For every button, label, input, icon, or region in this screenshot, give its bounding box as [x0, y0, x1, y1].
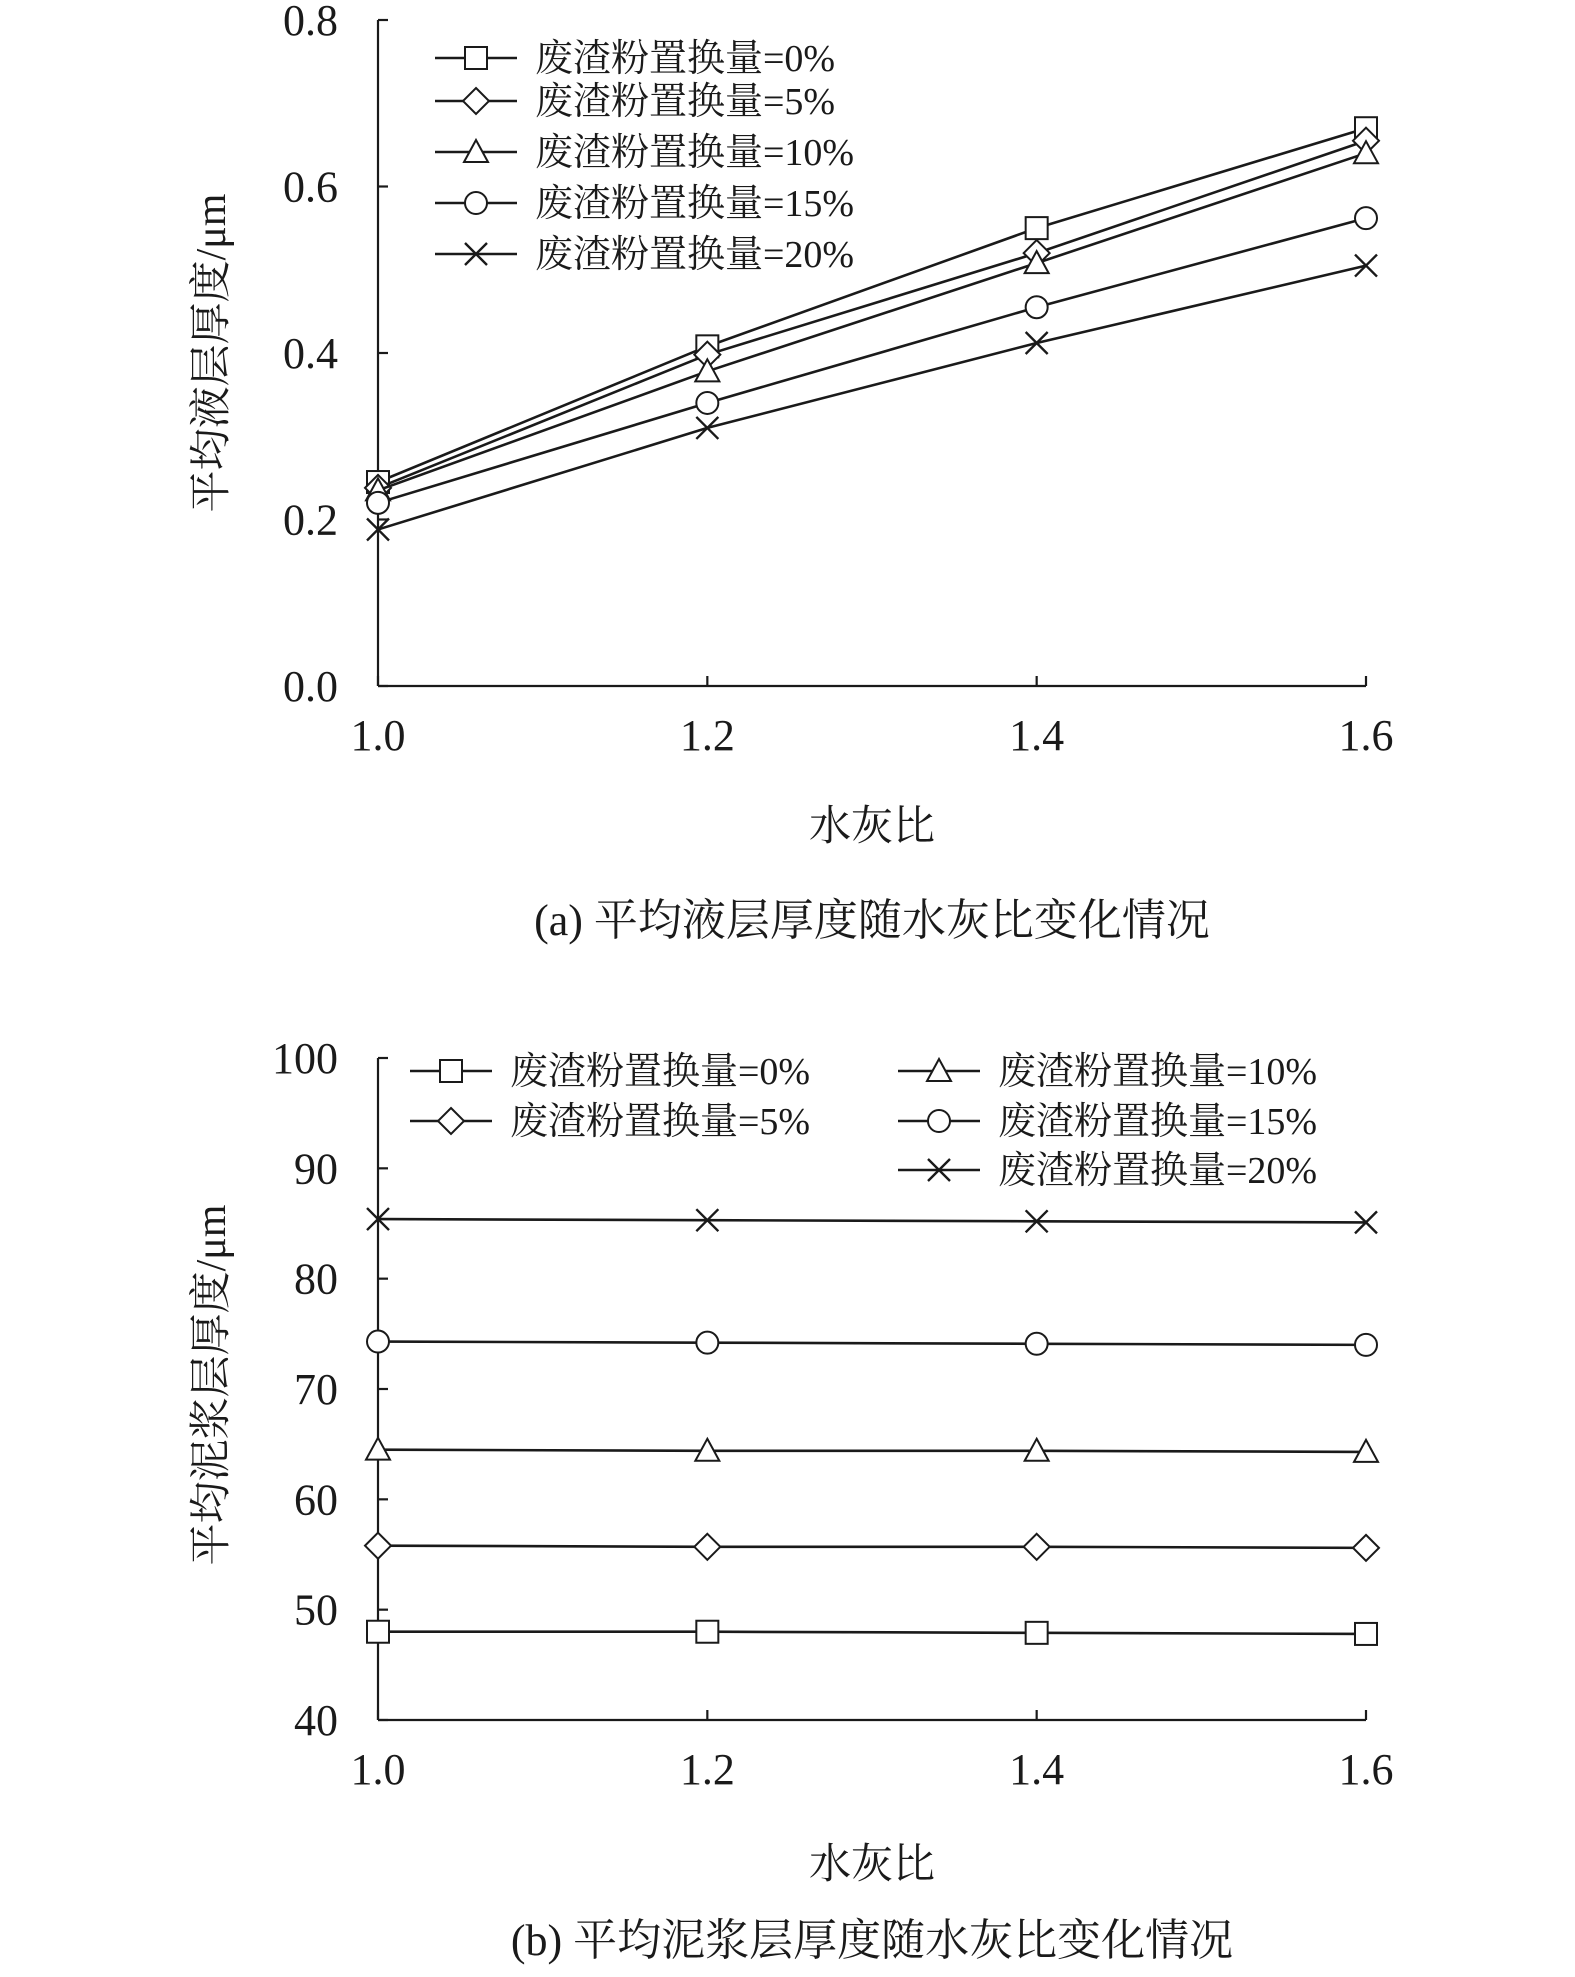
chart-b-y-tick-label: 70 — [294, 1365, 338, 1414]
chart-b-legend-label: 废渣粉置换量=5% — [510, 1101, 811, 1143]
chart-b-caption: (b) 平均泥浆层厚度随水灰比变化情况 — [510, 1916, 1234, 1965]
chart-b-y-tick-label: 60 — [294, 1475, 338, 1525]
chart-a-y-tick-label: 0.0 — [283, 662, 338, 711]
chart-b-legend-marker — [440, 1060, 462, 1082]
chart-b-legend-marker — [928, 1110, 950, 1132]
chart-b-y-axis-title: 平均泥浆层厚度/μm — [189, 1204, 235, 1566]
chart-a-series-3-point — [367, 492, 389, 514]
chart-a-x-tick-label: 1.4 — [1009, 711, 1065, 760]
chart-b-y-tick-label: 80 — [294, 1254, 338, 1304]
chart-a-series-3-point — [1026, 296, 1048, 318]
chart-b-series-0-point — [696, 1621, 718, 1643]
chart-b-x-tick-label: 1.2 — [679, 1745, 735, 1794]
chart-a-series-0-point — [1026, 217, 1048, 239]
chart-b-legend-label: 废渣粉置换量=20% — [998, 1150, 1318, 1192]
chart-b-legend-label: 废渣粉置换量=0% — [510, 1051, 811, 1093]
chart-b-series-0-point — [1355, 1623, 1377, 1645]
chart-b-y-tick-label: 40 — [294, 1696, 338, 1745]
chart-b-x-tick-label: 1.6 — [1338, 1745, 1394, 1794]
chart-b-series-3-point — [367, 1331, 389, 1353]
chart-b-x-tick-label: 1.0 — [350, 1745, 406, 1794]
chart-b-y-tick-label: 50 — [294, 1585, 338, 1635]
chart-b-series-3-point — [696, 1332, 718, 1354]
chart-a-legend-marker — [465, 192, 487, 214]
chart-a-x-tick-label: 1.0 — [350, 711, 406, 760]
chart-a-legend-label: 废渣粉置换量=10% — [535, 132, 855, 174]
chart-a-y-tick-label: 0.4 — [283, 329, 338, 378]
chart-b-x-tick-label: 1.4 — [1009, 1745, 1065, 1794]
chart-a-y-tick-label: 0.8 — [283, 0, 338, 45]
chart-a-legend-label: 废渣粉置换量=15% — [535, 183, 855, 225]
chart-b-series-3-point — [1026, 1333, 1048, 1355]
chart-a-legend-label: 废渣粉置换量=0% — [535, 38, 836, 80]
chart-a-y-axis-title: 平均液层厚度/μm — [189, 193, 235, 513]
chart-a-y-tick-label: 0.2 — [283, 495, 338, 545]
chart-a-y-tick-label: 0.6 — [283, 162, 338, 212]
chart-a-series-3-point — [696, 392, 718, 414]
chart-b-legend-label: 废渣粉置换量=10% — [998, 1051, 1318, 1093]
chart-b-y-tick-label: 100 — [272, 1034, 338, 1083]
chart-a-legend-label: 废渣粉置换量=20% — [535, 234, 855, 276]
chart-b-x-axis-title: 水灰比 — [808, 1842, 936, 1888]
chart-a-x-axis-title: 水灰比 — [808, 804, 936, 850]
chart-a-caption: (a) 平均液层厚度随水灰比变化情况 — [534, 896, 1210, 945]
chart-a-series-3-point — [1355, 207, 1377, 229]
chart-b-legend-label: 废渣粉置换量=15% — [998, 1101, 1318, 1143]
chart-a-x-tick-label: 1.6 — [1338, 711, 1394, 760]
chart-b-series-0-point — [367, 1621, 389, 1643]
chart-b-y-tick-label: 90 — [294, 1144, 338, 1194]
chart-a-legend-label: 废渣粉置换量=5% — [535, 81, 836, 123]
chart-a-legend-marker — [465, 47, 487, 69]
chart-b-series-0-point — [1026, 1622, 1048, 1644]
chart-a-x-tick-label: 1.2 — [679, 711, 735, 760]
chart-b-series-3-point — [1355, 1334, 1377, 1356]
